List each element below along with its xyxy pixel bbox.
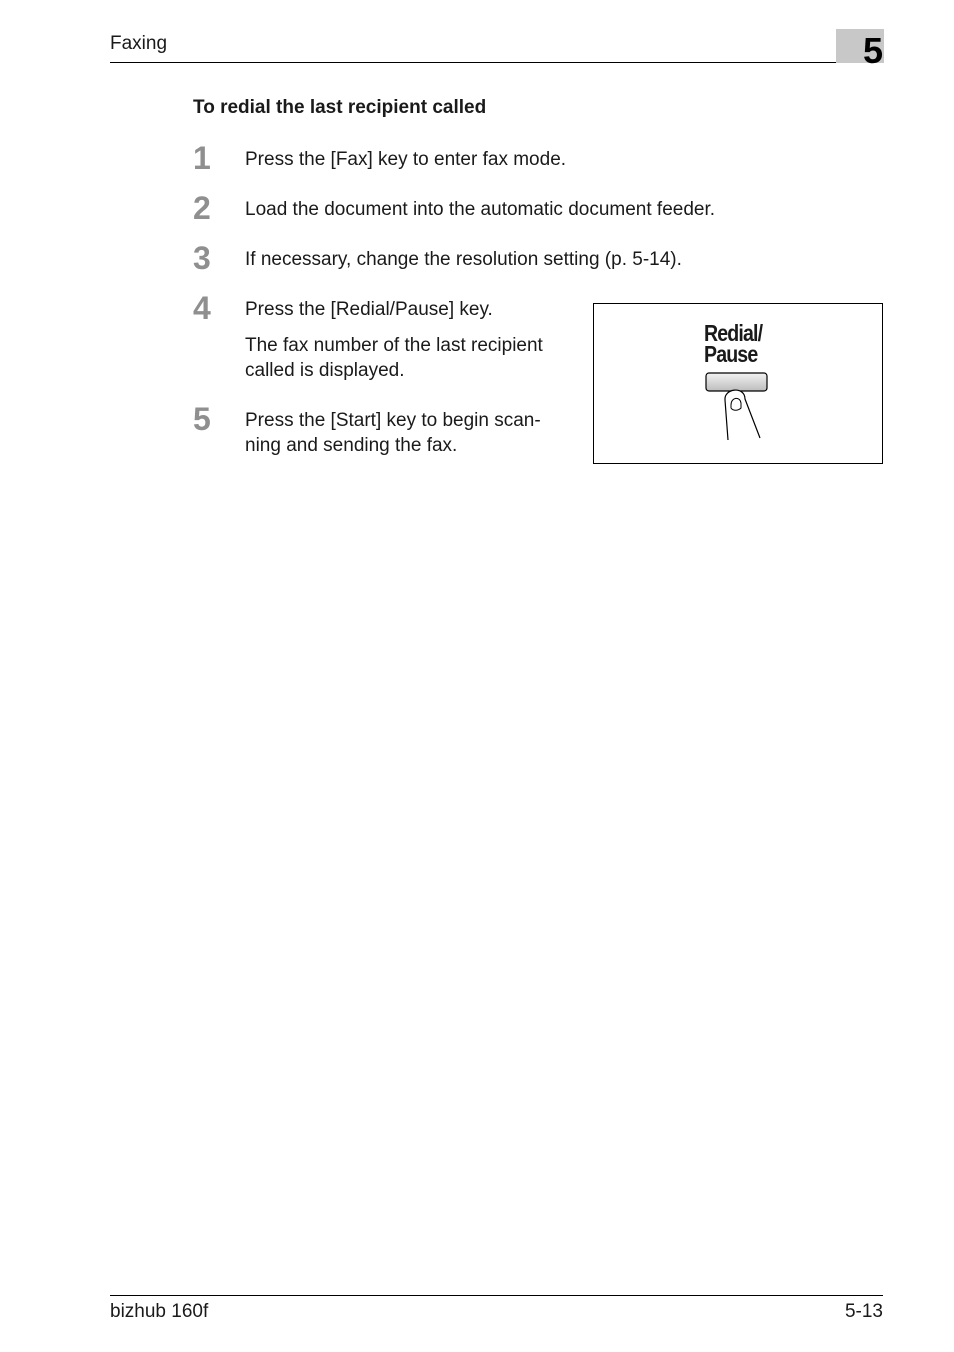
step-text-5-line-1: Press the [Start] key to begin scan- — [245, 410, 541, 431]
step-text-2: Load the document into the automatic document feeder. — [245, 199, 716, 220]
step-4-note-line-1: The fax number of the last recipient — [245, 335, 543, 356]
key-label-line-2: Pause — [704, 341, 758, 367]
step-text-1: Press the [Fax] key to enter fax mode. — [245, 149, 567, 170]
step-number-4: 4 — [193, 290, 211, 326]
section-heading: To redial the last recipient called — [193, 97, 487, 118]
footer-page-number: 5-13 — [844, 1301, 883, 1322]
header-title: Faxing — [110, 33, 168, 54]
step-text-4: Press the [Redial/Pause] key. — [245, 299, 493, 320]
footer-product-name: bizhub 160f — [110, 1301, 209, 1322]
redial-pause-key-figure — [593, 303, 883, 464]
header-rule — [110, 62, 883, 63]
step-number-2: 2 — [193, 190, 211, 226]
step-text-5-line-2: ning and sending the fax. — [245, 435, 458, 456]
finger-press-key-icon — [594, 304, 882, 463]
step-4-note-line-2: called is displayed. — [245, 360, 405, 381]
key-label-line-1: Redial/ — [704, 320, 763, 346]
chapter-number-badge: 5 — [836, 29, 884, 63]
step-number-1: 1 — [193, 140, 211, 176]
footer-rule — [110, 1295, 883, 1296]
step-text-3: If necessary, change the resolution setting (p. 5-14). — [245, 249, 682, 270]
step-number-3: 3 — [193, 240, 211, 276]
step-number-5: 5 — [193, 401, 211, 437]
